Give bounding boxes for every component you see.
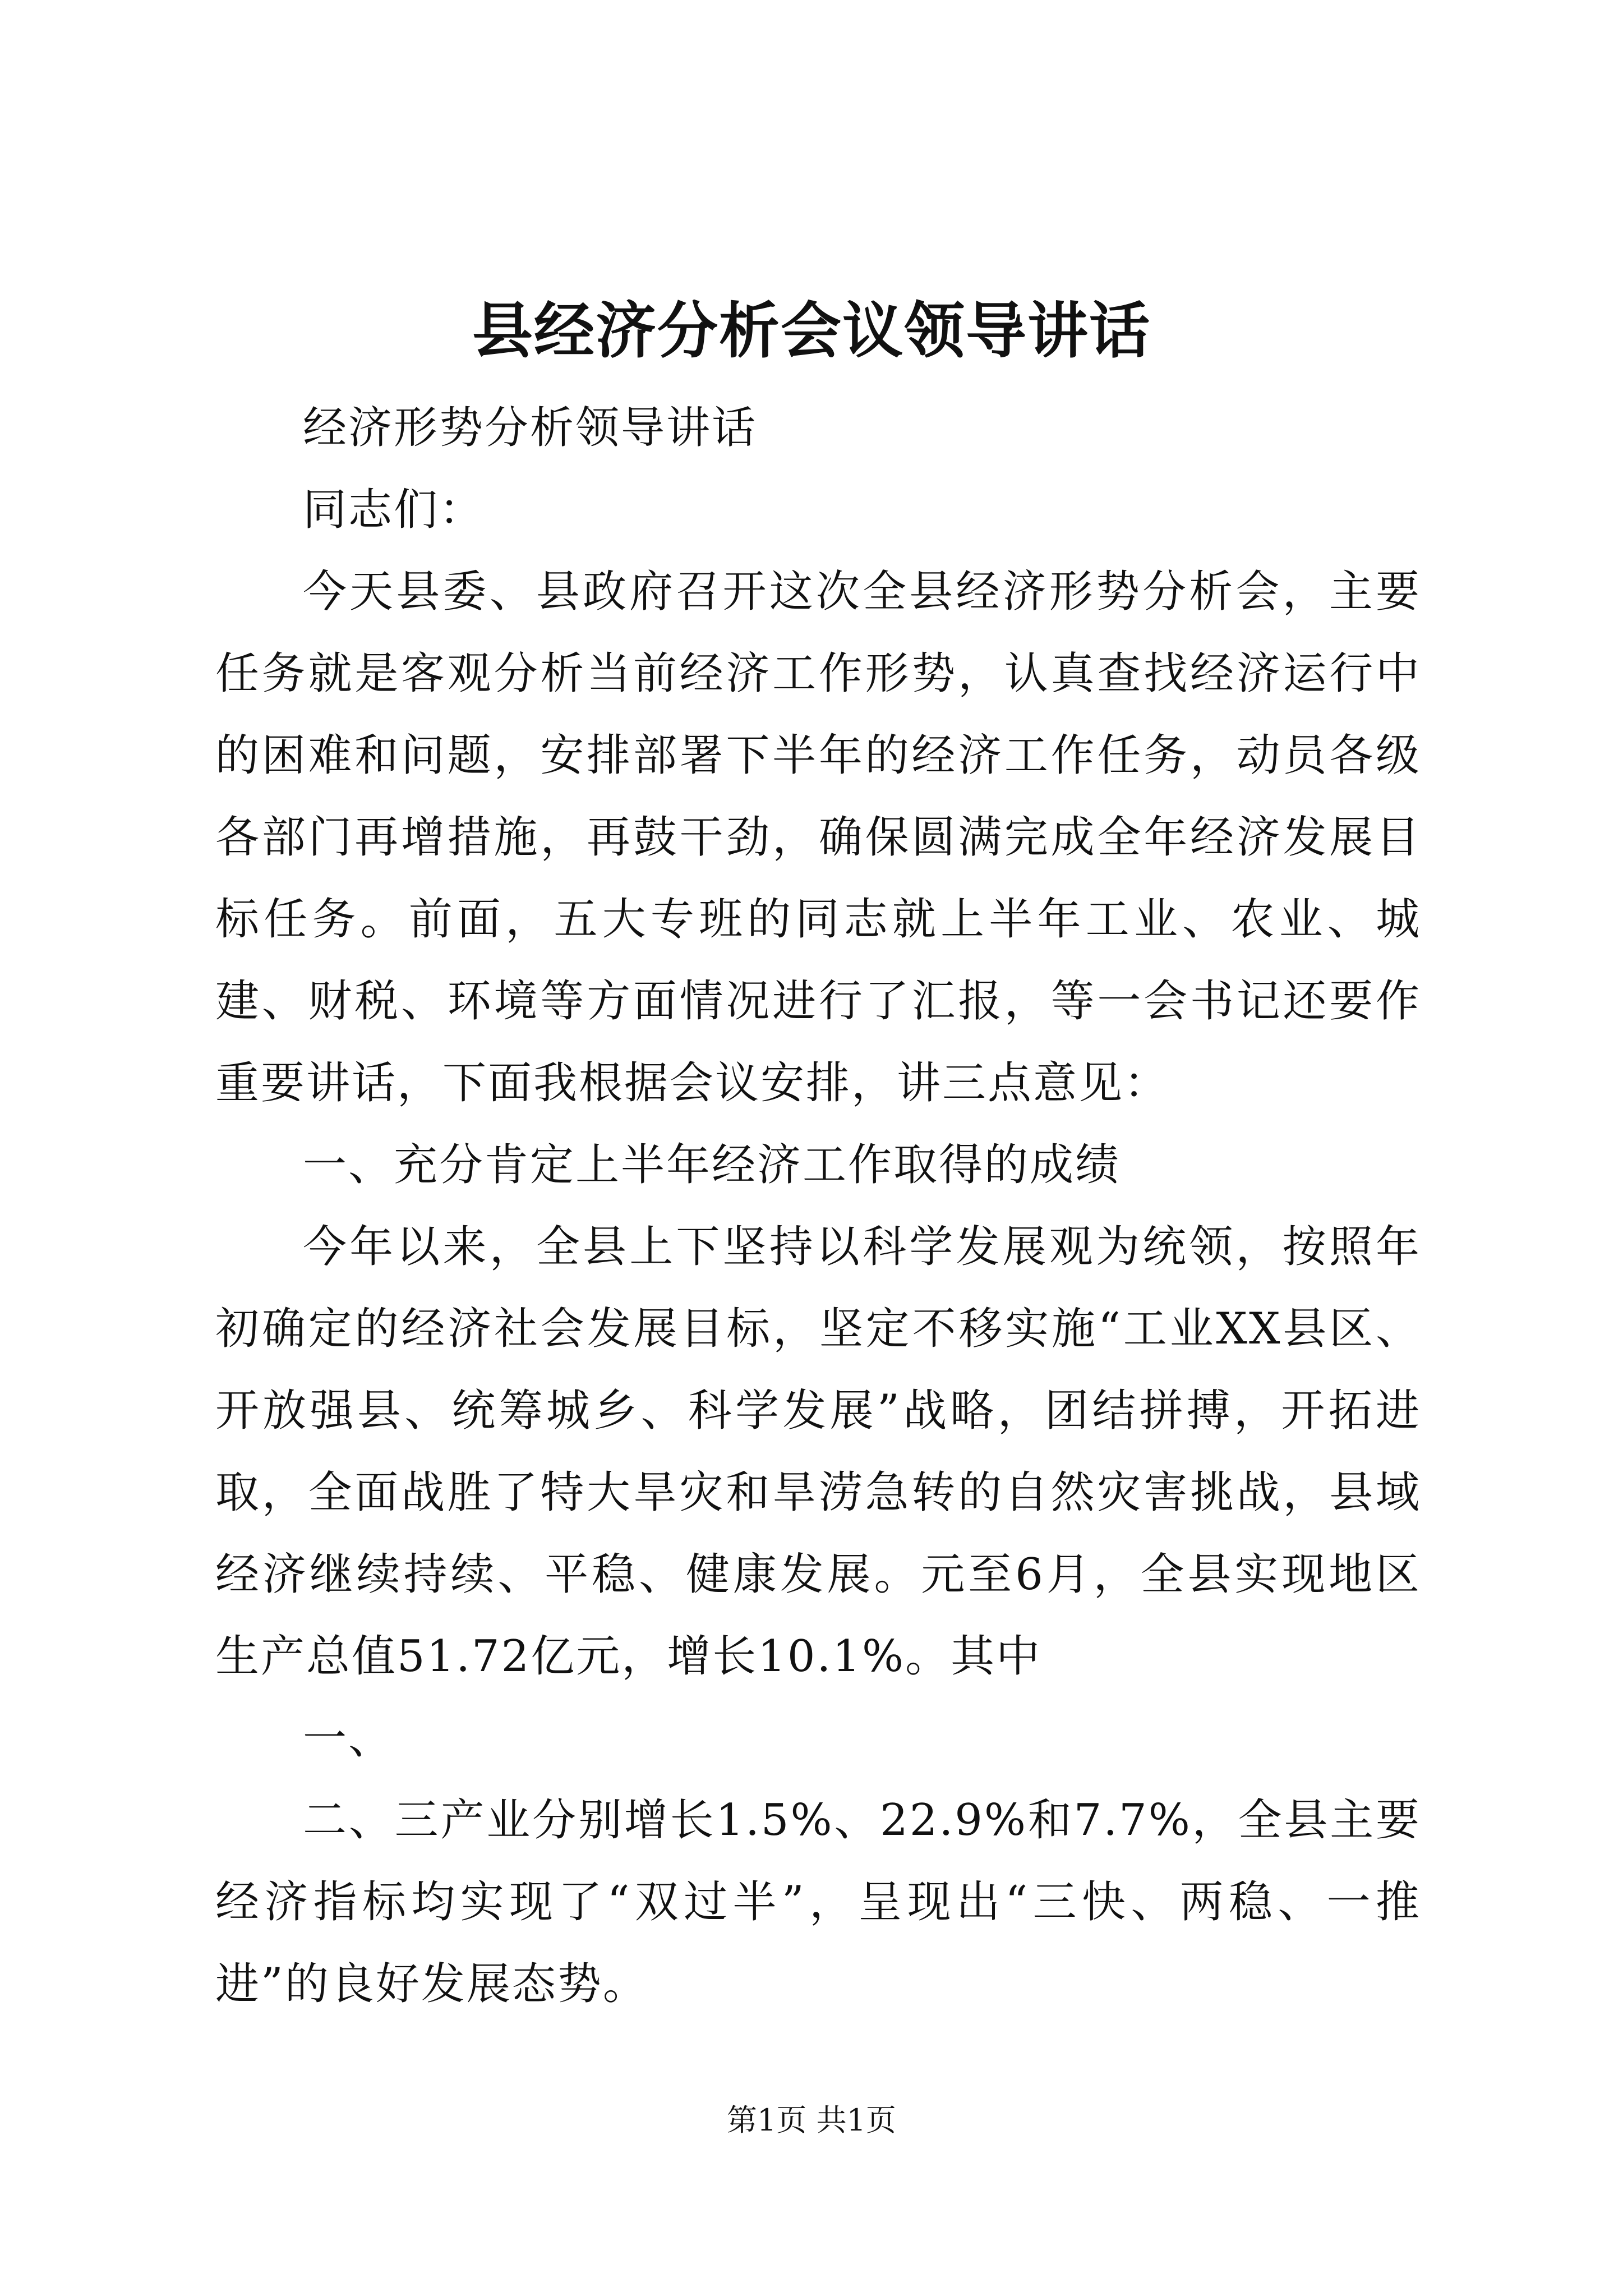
paragraph-subtitle: 经济形势分析领导讲话 bbox=[303, 403, 758, 453]
paragraph-salutation: 同志们： bbox=[303, 485, 485, 535]
page-footer: 第1页 共1页 bbox=[727, 2102, 896, 2138]
paragraph-achievements: 今年以来，全县上下坚持以科学发展观为统领，按照年初确定的经济社会发展目标，坚定不移实施“工业XX县区、开放强县、统筹城乡、科学发展”战略，团结拼搏，开拓进取，全面战胜了特大旱灾和旱涝急转的自然灾害挑战，县域经济继续持续、平稳、健康发展。元至6月，全县实现地区生产总值51.72亿元，增长10.1%。其中 bbox=[215, 1222, 1421, 1682]
paragraph-industries: 二、三产业分别增长1.5%、22.9%和7.7%，全县主要经济指标均实现了“双过半”，呈现出“三快、两稳、一推进”的良好发展态势。 bbox=[215, 1795, 1421, 2009]
paragraph-intro: 今天县委、县政府召开这次全县经济形势分析会，主要任务就是客观分析当前经济工作形势，认真查找经济运行中的困难和问题，安排部署下半年的经济工作任务，动员各级各部门再增措施，再鼓干劲，确保圆满完成全年经济发展目标任务。前面，五大专班的同志就上半年工业、农业、城建、财税、环境等方面情况进行了汇报，等一会书记还要作重要讲话，下面我根据会议安排，讲三点意见： bbox=[215, 567, 1421, 1108]
paragraph-fragment: 一、 bbox=[303, 1713, 394, 1764]
paragraph-section-heading: 一、充分肯定上半年经济工作取得的成绩 bbox=[303, 1140, 1121, 1190]
document-title: 县经济分析会议领导讲话 bbox=[472, 296, 1151, 366]
document-body bbox=[215, 387, 1421, 2025]
